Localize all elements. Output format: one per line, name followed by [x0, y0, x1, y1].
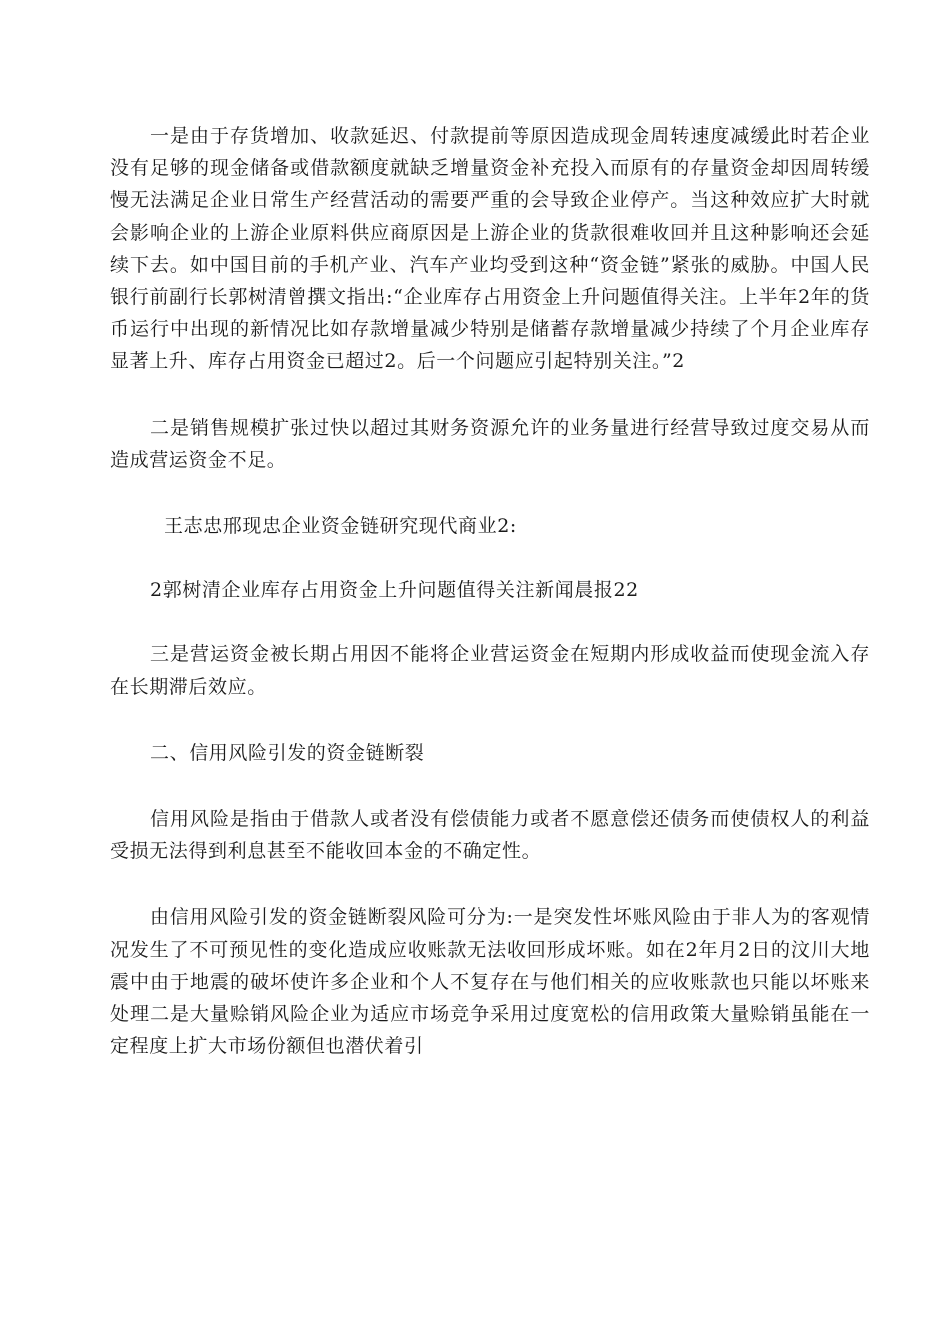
paragraph-credit-risk-definition: 信用风险是指由于借款人或者没有偿债能力或者不愿意偿还债务而使债权人的利益受损无法得到利息甚至不能收回本金的不确定性。 [110, 808, 870, 863]
paragraph-credit-risk-types: 由信用风险引发的资金链断裂风险可分为:一是突发性坏账风险由于非人为的客观情况发生了不可预见性的变化造成应收账款无法收回形成坏账。如在2年月2日的汶川大地震中由于地震的破坏使许多企业和个人不复存在与他们相关的应收账款也只能以坏账来处理二是大量赊销风险企业为适应市场竞争采用过度宽松的信用政策大量赊销虽能在一定程度上扩大市场份额但也潜伏着引 [110, 906, 870, 1058]
paragraph-inventory-cash-cycle: 一是由于存货增加、收款延迟、付款提前等原因造成现金周转速度减缓此时若企业没有足够的现金储备或借款额度就缺乏增量资金补充投入而原有的存量资金却因周转缓慢无法满足企业日常生产经营活动的需要严重的会导致企业停产。当这种效应扩大时就会影响企业的上游企业原料供应商原因是上游企业的货款很难收回并且这种影响还会延续下去。如中国目前的手机产业、汽车产业均受到这种“资金链”紧张的威胁。中国人民银行前副行长郭树清曾撰文指出:“企业库存占用资金上升问题值得关注。上半年2年的货币运行中出现的新情况比如存款增量减少特别是储蓄存款增量减少持续了个月企业库存显著上升、库存占用资金已超过2。后一个问题应引起特别关注。”2 [110, 125, 870, 373]
footnote-reference-2: 2郭树清企业库存占用资金上升问题值得关注新闻晨报22 [150, 579, 639, 602]
paragraph-working-capital-occupied: 三是营运资金被长期占用因不能将企业营运资金在短期内形成收益而使现金流入存在长期滞后效应。 [110, 643, 870, 698]
paragraph-over-expansion: 二是销售规模扩张过快以超过其财务资源允许的业务量进行经营导致过度交易从而造成营运资金不足。 [110, 416, 870, 471]
document-body [110, 120, 870, 1062]
footnote-reference-1: 王志忠邢现忠企业资金链研究现代商业2: [164, 515, 517, 538]
section-heading-credit-risk: 二、信用风险引发的资金链断裂 [150, 741, 425, 764]
